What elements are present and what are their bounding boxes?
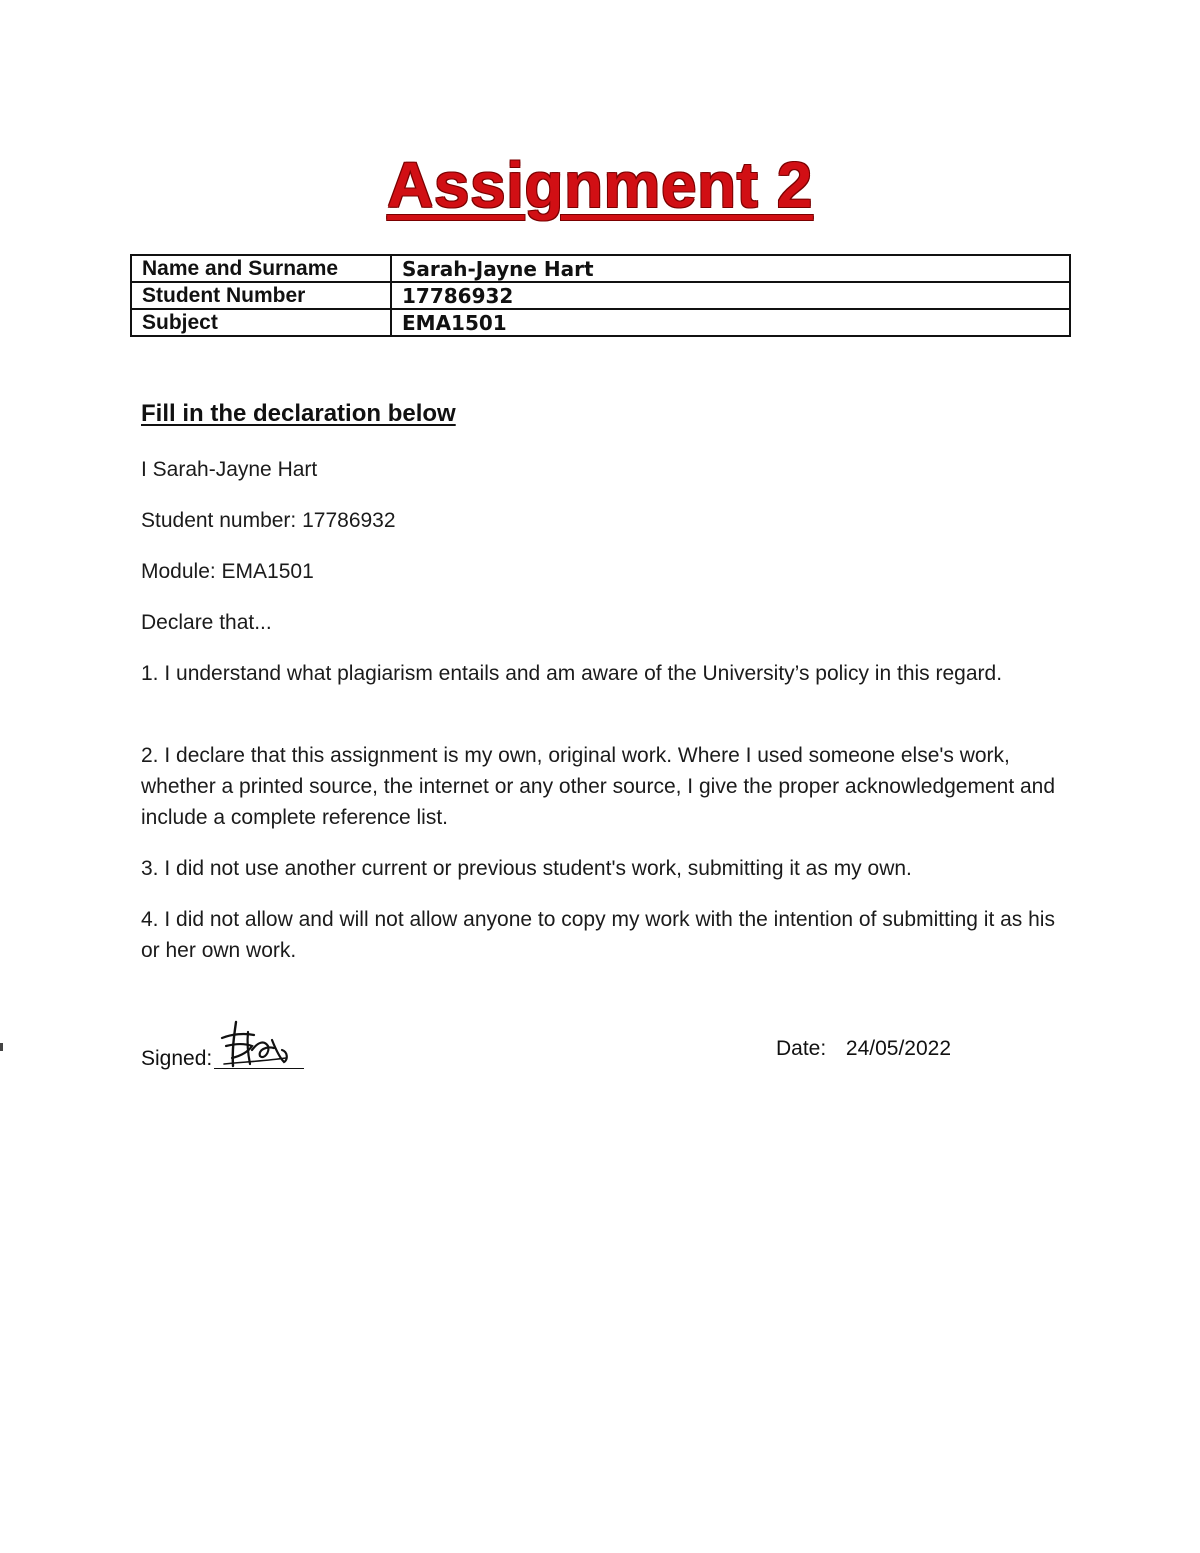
signed-label: Signed: <box>141 1047 213 1070</box>
table-cell-label: Name and Surname <box>131 255 391 282</box>
declaration-declare-line: Declare that... <box>141 611 272 634</box>
table-row <box>131 282 1070 309</box>
date-row <box>776 1033 951 1064</box>
signature-row <box>141 1033 304 1074</box>
date-label: Date: <box>776 1037 827 1060</box>
table-row <box>131 255 1070 282</box>
handwritten-signature-icon <box>214 1016 304 1076</box>
declaration-item-4: 4. I did not allow and will not allow anyone to copy my work with the intention of submitting it as his or her own work. <box>141 908 1055 962</box>
table-row <box>131 309 1070 336</box>
declaration-item-1: 1. I understand what plagiarism entails and am aware of the University’s policy in this regard. <box>141 662 1003 685</box>
declaration-heading: Fill in the declaration below <box>141 400 456 427</box>
declaration-module-line: Module: EMA1501 <box>141 560 314 583</box>
declaration-name-line: I Sarah-Jayne Hart <box>141 458 318 481</box>
date-value: 24/05/2022 <box>845 1037 951 1060</box>
page-edge-mark <box>0 1043 3 1051</box>
table-cell-value: EMA1501 <box>391 309 1070 336</box>
table-cell-label: Subject <box>131 309 391 336</box>
student-info-table <box>130 254 1071 337</box>
declaration-item-2: 2. I declare that this assignment is my own, original work. Where I used someone else's work, whether a printed source, the internet or any other source, I give the proper acknowledgement and include a complete reference list. <box>141 744 1056 829</box>
table-cell-value: 17786932 <box>391 282 1070 309</box>
table-cell-label: Student Number <box>131 282 391 309</box>
page-title: Assignment 2 <box>387 149 813 221</box>
declaration-student-number-line: Student number: 17786932 <box>141 509 396 532</box>
table-cell-value: Sarah-Jayne Hart <box>391 255 1070 282</box>
signature-line <box>214 1028 304 1069</box>
declaration-item-3: 3. I did not use another current or previous student's work, submitting it as my own. <box>141 857 912 880</box>
